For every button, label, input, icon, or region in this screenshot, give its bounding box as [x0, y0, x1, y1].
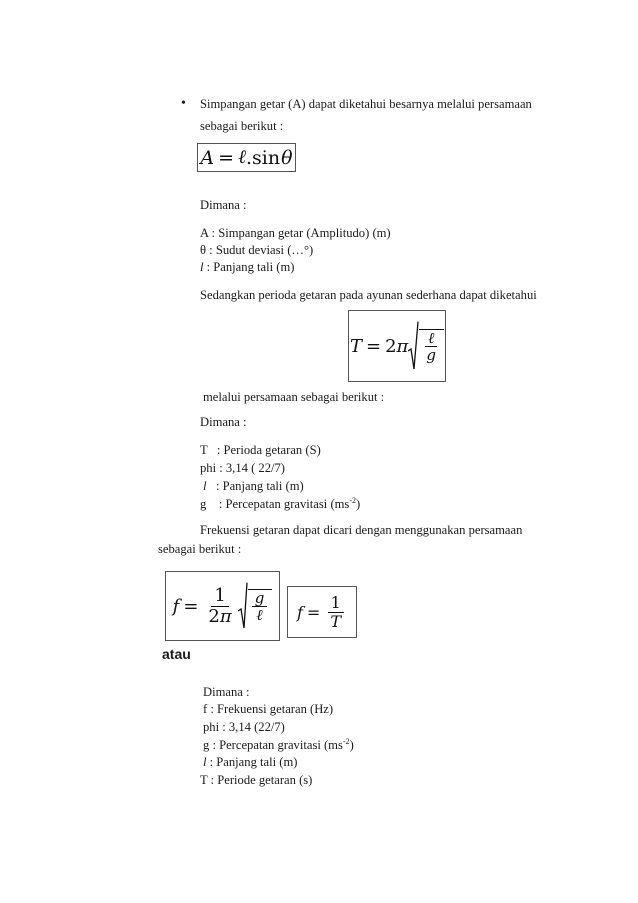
period-equation [348, 310, 446, 382]
legend3-period: T : Periode getaran (s) [200, 773, 313, 787]
legend1-theta: θ : Sudut deviasi (…°) [200, 243, 314, 257]
legend1-title: Dimana : [200, 198, 247, 212]
legend3-phi: phi : 3,14 (22/7) [203, 720, 285, 734]
legend3-l-text: : Panjang tali (m) [206, 755, 298, 769]
eq-t-numerator: ℓ [425, 330, 437, 348]
eq-t-equals: = [366, 335, 382, 357]
legend2-l-text: : Panjang tali (m) [206, 479, 304, 493]
legend1-l-symbol: l [200, 260, 204, 274]
eq-f1-denominator: ℓ [256, 606, 263, 624]
radical-sign-icon [238, 582, 248, 630]
legend2-l-symbol: l [203, 479, 207, 493]
period-after: melalui persamaan sebagai berikut : [203, 390, 385, 404]
legend3-l-symbol: l [203, 755, 207, 769]
legend2-g-end: ) [356, 497, 361, 511]
period-intro: Sedangkan perioda getaran pada ayunan sederhana dapat diketahui [200, 288, 537, 302]
eq-t-two: 2 [385, 335, 397, 357]
eq-f2-one: 1 [328, 594, 344, 613]
legend2-length [203, 478, 304, 494]
radical-sign-icon [408, 321, 419, 371]
eq-f1-two: 2 [208, 605, 220, 627]
atau-label: atau [162, 646, 191, 662]
eq-a-dot: . [246, 146, 253, 169]
legend2-g-text: g : Percepatan gravitasi (ms [200, 497, 350, 511]
eq-t-denominator: g [426, 346, 436, 364]
eq-f1-equals: = [183, 595, 199, 617]
legend3-g-sup: -2 [342, 736, 350, 746]
legend3-g-text: g : Percepatan gravitasi (ms [203, 738, 343, 752]
legend2-gravity [200, 496, 360, 512]
eq-a-equals: = [218, 146, 235, 169]
eq-f1-one: 1 [211, 586, 228, 607]
amplitude-equation [197, 143, 296, 172]
eq-f1-sqrt [238, 582, 273, 630]
eq-f1-pi: π [219, 605, 232, 627]
legend3-length [203, 754, 297, 770]
eq-a-ell: ℓ [238, 146, 246, 168]
legend3-g-end: ) [349, 738, 354, 752]
legend1-length [200, 259, 294, 275]
eq-a-lhs: A [200, 146, 215, 169]
legend3-title: Dimana : [203, 685, 250, 699]
bullet-dot: • [181, 96, 186, 111]
legend2-g-sup: -2 [349, 495, 357, 505]
eq-f2-lhs: f [297, 602, 303, 622]
legend1-amplitude: A : Simpangan getar (Amplitudo) (m) [200, 226, 391, 240]
eq-a-theta: θ [281, 146, 293, 169]
frequency-equation-1 [165, 571, 280, 641]
freq-intro-line-1: Frekuensi getaran dapat dicari dengan menggunakan persamaan [200, 523, 523, 537]
eq-t-lhs: T [349, 335, 362, 357]
legend3-frequency: f : Frekuensi getaran (Hz) [203, 702, 334, 716]
eq-a-sin: sin [252, 146, 281, 169]
legend2-period: T : Perioda getaran (S) [200, 443, 321, 457]
eq-f1-numerator: g [252, 590, 268, 608]
intro-line-2: sebagai berikut : [200, 119, 284, 133]
frequency-equation-2 [287, 586, 357, 638]
legend3-gravity [203, 737, 354, 753]
eq-f2-denominator: T [330, 611, 341, 631]
legend1-l-text: : Panjang tali (m) [203, 260, 295, 274]
eq-f2-equals: = [306, 602, 321, 622]
eq-f1-lhs: f [172, 595, 180, 617]
legend2-title: Dimana : [200, 415, 247, 429]
legend2-phi: phi : 3,14 ( 22/7) [200, 461, 286, 475]
freq-intro-line-2: sebagai berikut : [158, 542, 242, 556]
intro-line-1: Simpangan getar (A) dapat diketahui besarnya melalui persamaan [200, 97, 532, 111]
eq-t-sqrt [408, 321, 444, 371]
eq-t-pi: π [396, 335, 409, 357]
